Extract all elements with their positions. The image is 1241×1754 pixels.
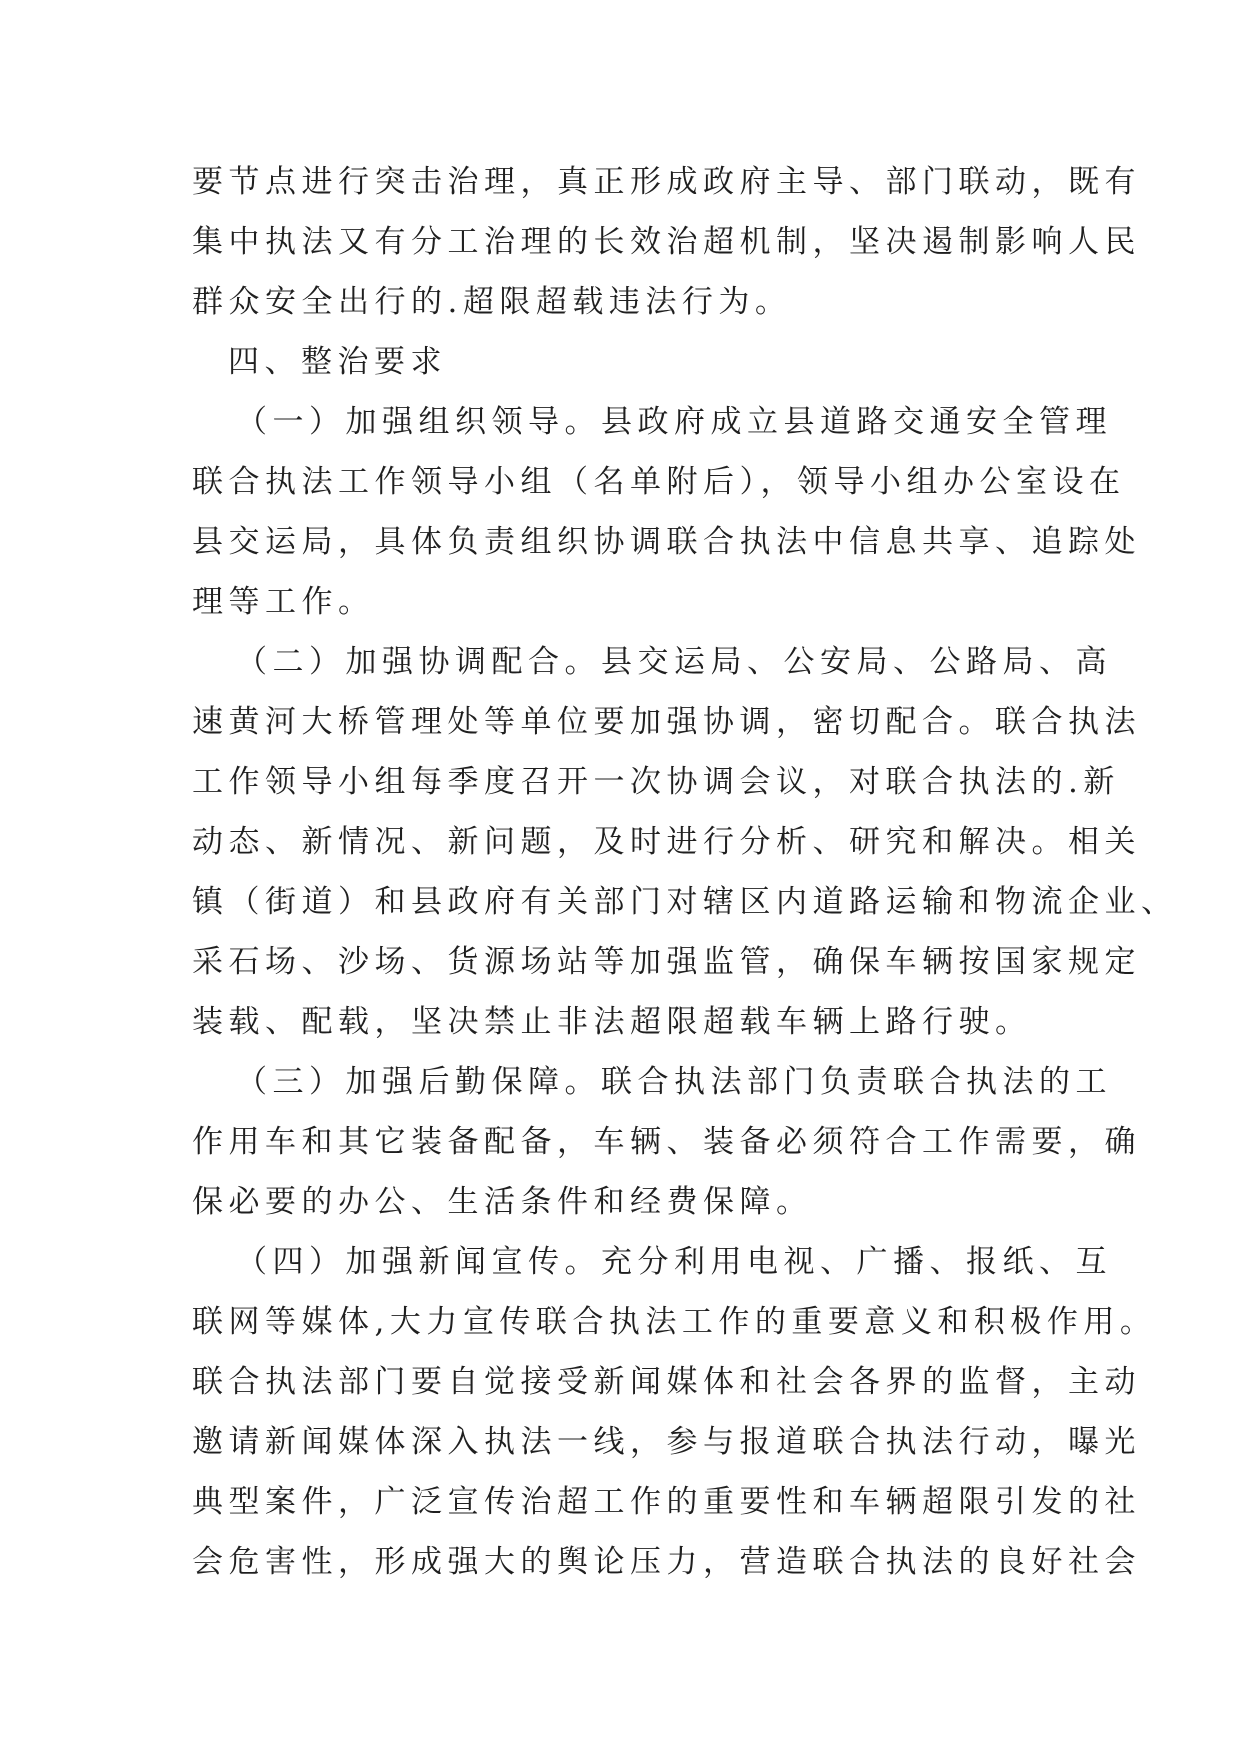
text-line: 作用车和其它装备配备，车辆、装备必须符合工作需要，确 <box>192 1124 1141 1160</box>
text-line: 联网等媒体,大力宣传联合执法工作的重要意义和积极作用。 <box>192 1304 1157 1340</box>
text-line: （四）加强新闻宣传。充分利用电视、广播、报纸、互 <box>236 1244 1112 1280</box>
text-line: 会危害性，形成强大的舆论压力，营造联合执法的良好社会 <box>192 1544 1141 1580</box>
text-line: （三）加强后勤保障。联合执法部门负责联合执法的工 <box>236 1064 1112 1100</box>
text-line: 镇（街道）和县政府有关部门对辖区内道路运输和物流企业、 <box>192 884 1178 920</box>
text-line: 县交运局，具体负责组织协调联合执法中信息共享、追踪处 <box>192 524 1141 560</box>
text-line: 装载、配载，坚决禁止非法超限超载车辆上路行驶。 <box>192 1004 1032 1040</box>
text-line: 保必要的办公、生活条件和经费保障。 <box>192 1184 813 1220</box>
text-line: （一）加强组织领导。县政府成立县道路交通安全管理 <box>236 404 1112 440</box>
section-heading: 四、整治要求 <box>228 344 447 380</box>
text-line: 动态、新情况、新问题，及时进行分析、研究和解决。相关 <box>192 824 1141 860</box>
text-line: 集中执法又有分工治理的长效治超机制，坚决遏制影响人民 <box>192 224 1141 260</box>
text-line: 联合执法部门要自觉接受新闻媒体和社会各界的监督，主动 <box>192 1364 1141 1400</box>
text-line: 采石场、沙场、货源场站等加强监管，确保车辆按国家规定 <box>192 944 1141 980</box>
text-line: 工作领导小组每季度召开一次协调会议，对联合执法的.新 <box>192 764 1120 800</box>
text-line: 群众安全出行的.超限超载违法行为。 <box>192 284 792 320</box>
text-line: 联合执法工作领导小组（名单附后），领导小组办公室设在 <box>192 464 1126 500</box>
text-line: 速黄河大桥管理处等单位要加强协调，密切配合。联合执法 <box>192 704 1141 740</box>
body-text <box>192 152 1178 1592</box>
text-line: （二）加强协调配合。县交运局、公安局、公路局、高 <box>236 644 1112 680</box>
text-line: 典型案件，广泛宣传治超工作的重要性和车辆超限引发的社 <box>192 1484 1141 1520</box>
text-line: 邀请新闻媒体深入执法一线，参与报道联合执法行动，曝光 <box>192 1424 1141 1460</box>
text-line: 要节点进行突击治理，真正形成政府主导、部门联动，既有 <box>192 164 1141 200</box>
text-line: 理等工作。 <box>192 584 375 620</box>
